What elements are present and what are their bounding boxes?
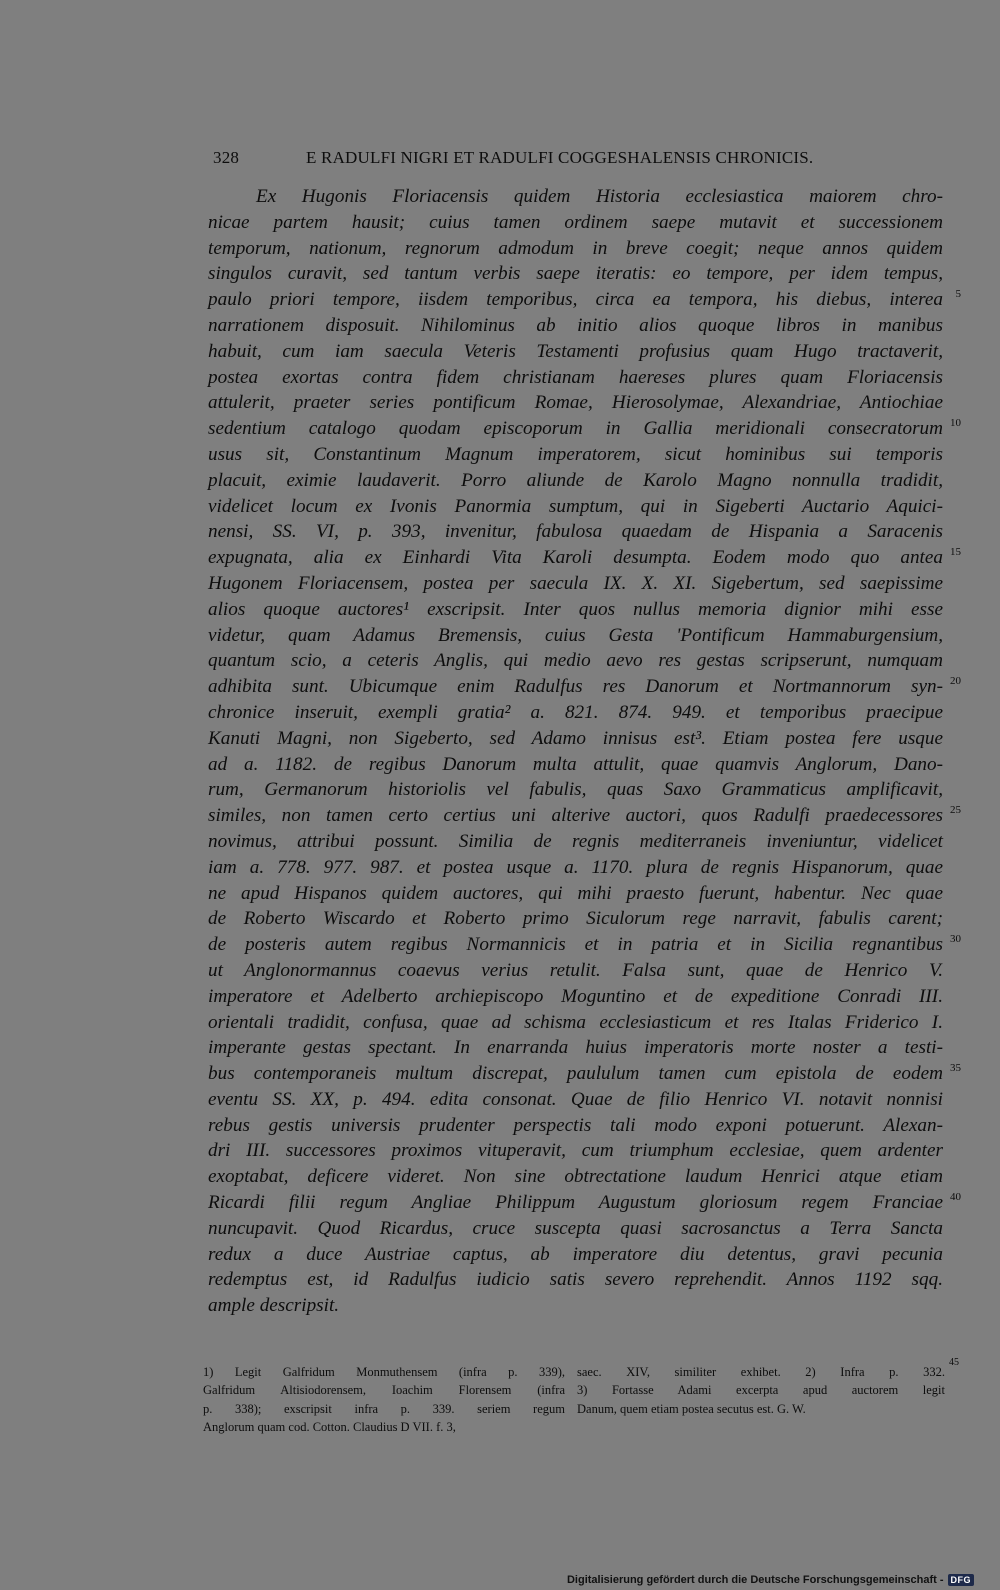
funding-text: Digitalisierung gefördert durch die Deutsche Forschungsgemeinschaft - [566,1574,944,1586]
text-line-content: nicae partem hausit; cuius tamen ordinem saepe mutavit et successionem [208,211,943,233]
text-line [208,803,961,829]
text-line [208,236,943,262]
footnote-line: p. 338); exscripsit infra p. 339. seriem regum [203,1401,565,1416]
text-line [208,287,961,313]
text-line [208,1216,943,1242]
text-line-content: redemptus est, id Radulfus iudicio satis severo reprehendit. Annos 1192 sqq. [208,1269,943,1291]
text-line-content: redux a duce Austriae captus, ab imperatore diu detentus, gravi pecunia [208,1243,943,1265]
funding-footer [567,1574,974,1586]
text-line-content: exoptabat, deficere videret. Non sine obtrectatione laudum Henrici atque etiam [208,1166,943,1188]
text-line [208,1087,943,1113]
text-line [208,932,961,958]
text-line [208,416,961,442]
text-line-content: expugnata, alia ex Einhardi Vita Karoli desumpta. Eodem modo quo antea [208,547,943,569]
line-number: 40 [950,1191,961,1204]
text-line-content: attulerit, praeter series pontificum Romae, Hierosolymae, Alexandriae, Antiochiae [208,392,943,414]
footnote-line: Anglorum quam cod. Cotton. Claudius D VII. f. 3, [203,1420,456,1435]
text-line [208,210,943,236]
text-line [208,1190,961,1216]
footnote-line: 1) Legit Galfridum Monmuthensem (infra p. 339), [203,1365,565,1379]
text-line [208,1242,943,1268]
text-line-content: imperante gestas spectant. In enarranda huius imperatoris morte noster a testi- [208,1037,943,1059]
text-line-content: Kanuti Magni, non Sigeberto, sed Adamo innisus est³. Etiam postea fere usque [208,727,943,749]
text-line-content: de Roberto Wiscardo et Roberto primo Siculorum rege narravit, fabulis carent; [208,908,943,930]
main-text [208,184,961,1319]
text-line-content: Hugonem Floriacensem, postea per saecula IX. X. XI. Sigebertum, sed saepissime [208,572,943,594]
text-line [208,1010,943,1036]
line-number: 10 [950,417,961,430]
text-line-content: usus sit, Constantinum Magnum imperatorem, sicut hominibus sui temporis [208,443,943,465]
text-line [208,1061,961,1087]
text-line [208,545,961,571]
text-line [208,519,943,545]
text-line [208,365,943,391]
text-line-content: similes, non tamen certo certius uni alterive auctori, quos Radulfi praedecessores [208,805,943,827]
footnote-line-content: 3) Fortasse Adami excerpta apud auctorem legit [577,1383,945,1398]
footnote-line [577,1357,959,1381]
text-line [208,390,943,416]
text-line [208,184,943,210]
text-line [208,648,943,674]
text-line [208,494,943,520]
text-line-content: orientali tradidit, confusa, quae ad schisma ecclesiasticum et res Italas Friderico I. [208,1011,943,1033]
text-line-content: videtur, quam Adamus Bremensis, cuius Gesta 'Pontificum Hammaburgensium, [208,624,943,646]
text-line-content: videlicet locum ex Ivonis Panormia sumptum, qui in Sigeberti Auctario Aquici- [208,495,943,517]
text-line-content: Ricardi filii regum Angliae Philippum Augustum gloriosum regem Franciae [208,1192,943,1214]
footnote-line: Galfridum Altisiodorensem, Ioachim Florensem (infra [203,1383,565,1398]
footnote-line-content: saec. XIV, similiter exhibet. 2) Infra p. 332. [577,1365,945,1379]
footnote-line [577,1381,945,1399]
text-line-content: de posteris autem regibus Normannicis et in patria et in Sicilia regnantibus [208,934,943,956]
text-line-content: rebus gestis universis prudenter perspectis tali modo exponi potuerunt. Alexan- [208,1114,943,1136]
text-line-content: nuncupavit. Quod Ricardus, cruce suscepta quasi sacrosanctus a Terra Sancta [208,1217,943,1239]
text-line [208,674,961,700]
text-line-content: quantum scio, a ceteris Anglis, qui medio aevo res gestas scripserunt, numquam [208,650,943,672]
text-line-content: singulos curavit, sed tantum verbis saepe iteratis: eo tempore, per idem tempus, [208,263,943,285]
text-line [208,984,943,1010]
line-number: 30 [950,933,961,946]
text-line [208,777,943,803]
line-number: 20 [950,675,961,688]
text-line [208,1164,943,1190]
footnotes-right-column [577,1357,959,1418]
text-line [208,623,943,649]
text-line-content: chronice inseruit, exempli gratia² a. 821. 874. 949. et temporibus praecipue [208,701,943,723]
text-line-content: novimus, attribui possunt. Similia de regnis mediterraneis inveniuntur, videlicet [208,830,943,852]
text-line-content: sedentium catalogo quodam episcoporum in Gallia meridionali consecratorum [208,418,943,440]
line-number: 5 [955,288,961,301]
text-line-content: adhibita sunt. Ubicumque enim Radulfus res Danorum et Nortmannorum syn- [208,676,943,698]
text-line-content: dri III. successores proximos vituperavit, cum triumphum ecclesiae, quem ardenter [208,1140,943,1162]
text-line [208,958,943,984]
text-line-content: narrationem disposuit. Nihilominus ab initio alios quoque libros in manibus [208,314,943,336]
text-line-content: iam a. 778. 977. 987. et postea usque a. 1170. plura de regnis Hispanorum, quae [208,856,943,878]
text-line [208,906,943,932]
text-line-content: temporum, nationum, regnorum admodum in breve coegit; neque annos quidem [208,237,943,259]
text-line [208,829,943,855]
text-line [208,571,943,597]
text-line [208,726,943,752]
text-line [208,261,943,287]
text-line-content: ut Anglonormannus coaevus verius retulit. Falsa sunt, quae de Henrico V. [208,959,943,981]
text-line-content: postea exortas contra fidem christianam haereses plures quam Floriacensis [208,366,943,388]
text-line-content: placuit, eximie laudaverit. Porro aliunde de Karolo Magno nonnulla tradidit, [208,469,943,491]
dfg-logo: DFG [948,1574,975,1586]
text-line [208,339,943,365]
line-number: 35 [950,1062,961,1075]
text-line [208,597,943,623]
text-line-content: Ex Hugonis Floriacensis quidem Historia ecclesiastica maiorem chro- [256,186,943,207]
text-line [208,442,943,468]
text-line [208,313,943,339]
line-number: 15 [950,546,961,559]
footnotes-left-column [203,1363,565,1437]
text-line [208,468,943,494]
text-line [208,1138,943,1164]
text-line [208,1035,943,1061]
text-line-content: imperatore et Adelberto archiepiscopo Moguntino et de expeditione Conradi III. [208,985,943,1007]
text-line [208,752,943,778]
text-line-content: habuit, cum iam saecula Veteris Testamenti profusius quam Hugo tractaverit, [208,340,943,362]
text-line-content: ample descripsit. [208,1295,340,1317]
text-line [208,1293,943,1319]
text-line-content: nensi, SS. VI, p. 393, invenitur, fabulosa quaedam de Hispania a Saracenis [208,521,943,543]
footnote-line [577,1400,945,1418]
text-line-content: ne apud Hispanos quidem auctores, qui mihi praesto fuerunt, habentur. Nec quae [208,882,943,904]
page-number: 328 [213,148,240,167]
text-line-content: rum, Germanorum historiolis vel fabulis, quas Saxo Grammaticus amplificavit, [208,779,943,801]
running-title: E RADULFI NIGRI ET RADULFI COGGESHALENSIS CHRONICIS. [306,148,814,167]
text-line [208,881,943,907]
footnote-line-content: Danum, quem etiam postea secutus est. G. W. [577,1401,806,1416]
text-line-content: alios quoque auctores¹ exscripsit. Inter quos nullus memoria dignior mihi esse [208,598,943,620]
text-line-content: bus contemporaneis multum discrepat, paululum tamen cum epistola de eodem [208,1063,943,1085]
text-line [208,1113,943,1139]
text-line [208,855,943,881]
text-line-content: eventu SS. XX, p. 494. edita consonat. Quae de filio Henrico VI. notavit nonnisi [208,1088,943,1110]
line-number: 45 [949,1357,959,1368]
line-number: 25 [950,804,961,817]
text-line [208,700,943,726]
text-line-content: paulo priori tempore, iisdem temporibus, circa ea tempora, his diebus, interea [208,289,943,311]
text-line-content: ad a. 1182. de regibus Danorum multa attulit, quae quamvis Anglorum, Dano- [208,753,943,775]
text-line [208,1267,943,1293]
